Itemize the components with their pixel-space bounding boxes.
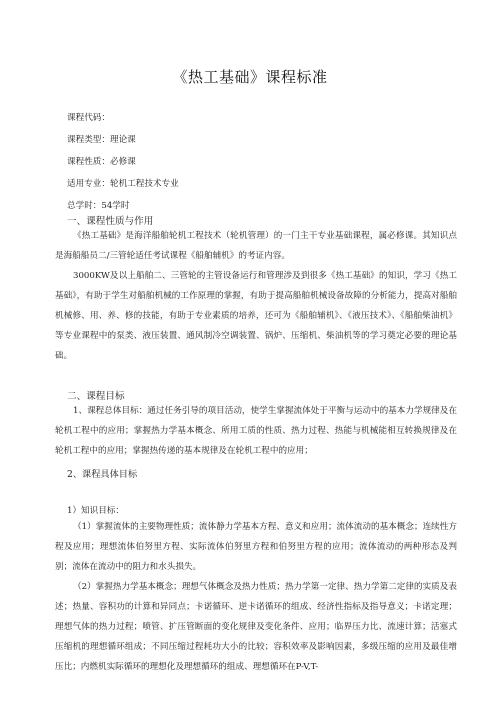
- course-major: 适用专业：轮机工程技术专业: [67, 179, 179, 189]
- sub-heading-specific-goals: 2、课程具体目标: [67, 469, 138, 480]
- course-code: 课程代码：: [67, 113, 110, 123]
- paragraph-nature-2: 3000KW及以上船舶二、三管轮的主管设备运行和管理涉及到很多《热工基础》的知识，学习《热工基础》，有助于学生对船舶机械的工作原理的掌握，有助于提高船舶机械设备故障的分析能力，提高对船舶机械修、用、养、修的技能，有助于专业素质的培养，还可为《船舶辅机》、《液压技术》、《船舶柴油机》等专业课程中的泵类、液压装置、通风制冷空调装置、锅炉、压缩机、柴油机等的学习奠定必要的理论基础。: [55, 271, 457, 361]
- paragraph-overall-goal: 1、课程总体目标：通过任务引导的项目活动，使学生掌握流体处于平衡与运动中的基本力学规律及在轮机工程中的应用；掌握热力学基本概念、所用工质的性质、热力过程、热能与机械能相互转换规律及在轮机工程中的应用；掌握热传递的基本规律及在轮机工程中的应用；: [55, 406, 457, 456]
- knowledge-goal-label: 1）知识目标：: [67, 506, 125, 516]
- paragraph-knowledge-2-clip: [55, 577, 457, 703]
- course-nature: 课程性质：必修课: [67, 157, 136, 167]
- course-type: 课程类型：理论课: [67, 135, 136, 145]
- course-meta: [67, 107, 447, 217]
- page-title: 《热工基础》课程标准: [172, 68, 328, 86]
- course-hours: 总学时：54学时: [67, 201, 130, 211]
- paragraph-knowledge-1: （1）掌握流体的主要物理性质；流体静力学基本方程、意义和应用；流体流动的基本概念；连续性方程及应用；理想流体伯努里方程、实际流体伯努里方程和伯努里方程的应用；流体流动的两种形态及判别；流体在流动中的阻力和水头损失。: [55, 522, 457, 572]
- paragraph-nature-1: 《热工基础》是海洋船舶轮机工程技术（轮机管理）的一门主干专业基础课程，属必修课。其知识点是海船船员二/三管轮适任考试课程《船舶辅机》的考证内容。: [55, 231, 457, 261]
- paragraph-knowledge-2: （2）掌握热力学基本概念；理想气体概念及热力性质；热力学第一定律、热力学第二定律的实质及表述；热量、容积功的计算和异同点；卡诺循环、逆卡诺循环的组成、经济性指标及指导意义；卡诺定理；理想气体的热力过程；喷管、扩压管断面的变化规律及变化条件、应用；临界压力比、流速计算；活塞式压缩机的理想循环组成；不同压缩过程耗功大小的比较；容积效率及影响因素，多级压缩的应用及最佳增压比；内燃机实际循环的理想化及理想循环的组成、理想循环在P-V,T-: [55, 582, 457, 672]
- section-heading-nature: 一、课程性质与作用: [67, 216, 154, 227]
- section-heading-goals: 二、课程目标: [67, 391, 125, 402]
